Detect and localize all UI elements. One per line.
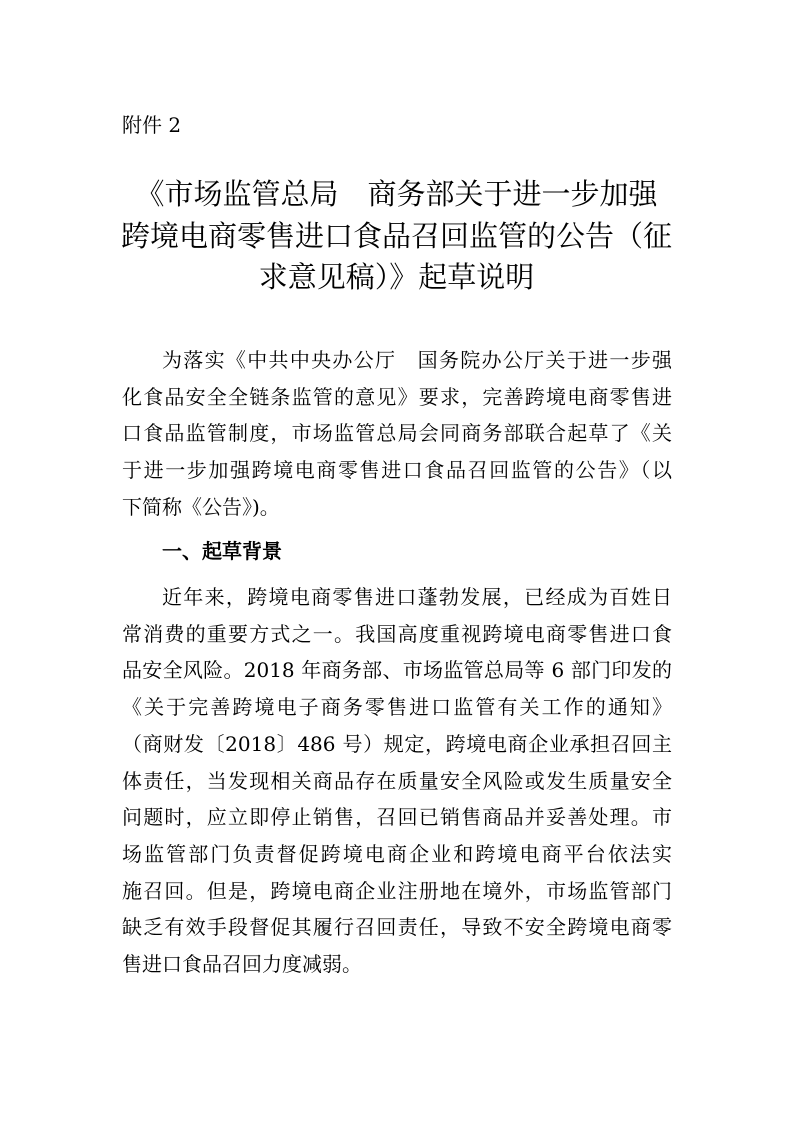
section-heading: 一、起草背景 [162,539,282,563]
paragraph-line: 为落实《中共中央办公厅 国务院办公厅关于进一步强 [162,348,672,372]
paragraph-line: 下简称《公告》)。 [122,494,280,519]
paragraph-line: 于进一步加强跨境电商零售进口食品召回监管的公告》（以 [122,458,672,483]
paragraph-line: 售进口食品召回力度减弱。 [122,952,362,976]
paragraph-line: 场监管部门负责督促跨境电商企业和跨境电商平台依法实 [122,841,672,866]
paragraph-line: 施召回。但是，跨境电商企业注册地在境外，市场监管部门 [122,878,672,903]
paragraph-line: 口食品监管制度，市场监管总局会同商务部联合起草了《关 [122,421,672,446]
paragraph-line: 问题时，应立即停止销售，召回已销售商品并妥善处理。市 [122,805,672,830]
paragraph-line: （商财发〔2018〕486 号）规定，跨境电商企业承担召回主 [122,731,672,756]
paragraph-line: 化食品安全全链条监管的意见》要求，完善跨境电商零售进 [122,384,672,409]
paragraph-line: 缺乏有效手段督促其履行召回责任，导致不安全跨境电商零 [122,915,672,940]
title-line: 《市场监管总局 商务部关于进一步加强 [135,177,658,211]
title-line: 跨境电商零售进口食品召回监管的公告（征 [120,219,672,253]
paragraph-line: 体责任，当发现相关商品存在质量安全风险或发生质量安全 [122,768,672,793]
paragraph-line: 《关于完善跨境电子商务零售进口监管有关工作的通知》 [122,695,672,720]
paragraph-line: 常消费的重要方式之一。我国高度重视跨境电商零售进口食 [122,621,672,646]
attachment-label: 附件 2 [122,113,182,137]
paragraph-line: 品安全风险。2018 年商务部、市场监管总局等 6 部门印发的 [122,658,672,683]
paragraph-line: 近年来，跨境电商零售进口蓬勃发展，已经成为百姓日 [162,585,672,609]
title-line: 求意见稿）》起草说明 [258,260,535,294]
